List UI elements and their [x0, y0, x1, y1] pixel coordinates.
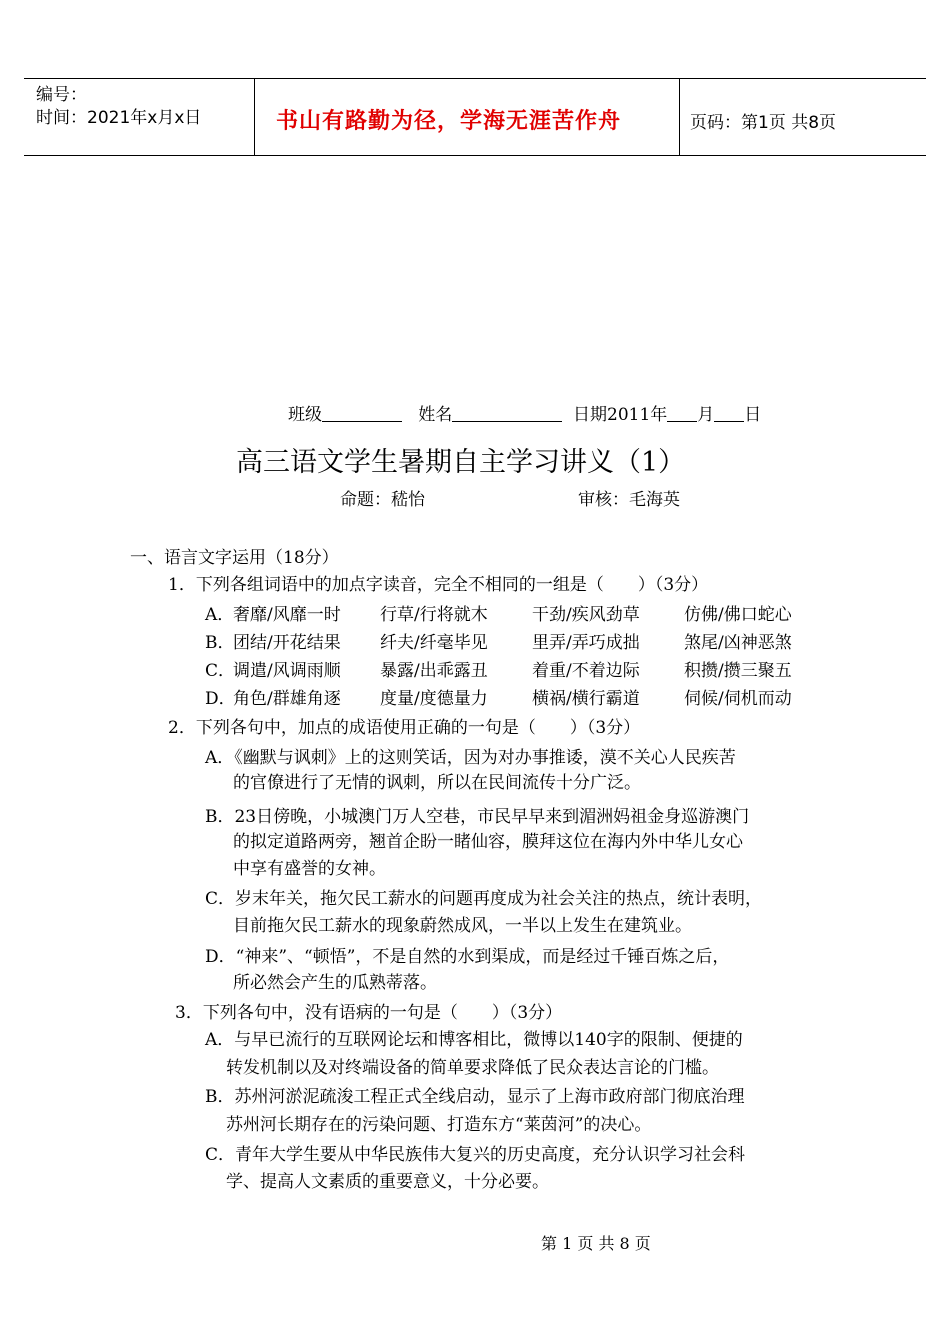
q3-option-b-line2: 苏州河长期存在的污染问题、打造东方“莱茵河”的决心。 — [226, 1115, 652, 1135]
q1-c-item-4: 积攒/攒三聚五 — [684, 661, 792, 681]
q1-d-item-3: 横祸/横行霸道 — [532, 689, 640, 709]
day-label: 日 — [744, 405, 762, 425]
q1-option-d — [205, 687, 792, 711]
q1-c-item-3: 着重/不着边际 — [532, 661, 640, 681]
q1-b-item-3: 里弄/弄巧成拙 — [532, 633, 640, 653]
q1-option-b — [205, 631, 792, 655]
q2-option-d-line2: 所必然会产生的瓜熟蒂落。 — [233, 973, 437, 993]
header-top-rule — [24, 78, 926, 79]
header-divider-left — [254, 78, 255, 156]
q2-option-b-line3: 中享有盛誉的女神。 — [233, 859, 386, 879]
q3-option-a-line2: 转发机制以及对终端设备的简单要求降低了民众表达言论的门槛。 — [226, 1058, 719, 1078]
q1-d-label: D． — [205, 689, 236, 709]
q2-option-c-line2: 目前拖欠民工薪水的现象蔚然成风，一半以上发生在建筑业。 — [233, 916, 692, 936]
reviewer-label: 审核：毛海英 — [578, 490, 680, 510]
month-blank[interactable] — [667, 403, 697, 422]
header-bottom-rule — [24, 155, 926, 156]
q1-a-item-2: 行草/行将就木 — [380, 605, 488, 625]
q1-a-label: A． — [205, 605, 235, 625]
page-label: 页码：第1页 共8页 — [690, 113, 837, 133]
q3-stem: 3．下列各句中，没有语病的一句是（ ）（3分） — [175, 1003, 563, 1023]
q1-a-item-3: 干劲/疾风劲草 — [532, 605, 640, 625]
time-label: 时间：2021年x月x日 — [36, 108, 202, 128]
name-label: 姓名 — [418, 405, 453, 425]
q1-b-item-4: 煞尾/凶神恶煞 — [684, 633, 792, 653]
q1-a-item-4: 仿佛/佛口蛇心 — [684, 605, 792, 625]
q2-option-c-line1: C．岁末年关，拖欠民工薪水的问题再度成为社会关注的热点，统计表明， — [205, 889, 763, 909]
document-title: 高三语文学生暑期自主学习讲义（1） — [236, 447, 686, 478]
q1-c-label: C． — [205, 661, 236, 681]
q1-stem: 1．下列各组词语中的加点字读音，完全不相同的一组是（ ）（3分） — [168, 575, 709, 595]
student-info-line — [288, 403, 761, 427]
q3-option-b-line1: B．苏州河淤泥疏浚工程正式全线启动，显示了上海市政府部门彻底治理 — [205, 1087, 745, 1107]
q1-d-item-2: 度量/度德量力 — [380, 689, 488, 709]
q2-option-a-line2: 的官僚进行了无情的讽刺，所以在民间流传十分广泛。 — [233, 773, 641, 793]
header-divider-right — [679, 78, 680, 156]
q2-option-a-line1: A．《幽默与讽刺》上的这则笑话，因为对办事推诿，漠不关心人民疾苦 — [205, 748, 736, 768]
day-blank[interactable] — [714, 403, 744, 422]
q2-stem: 2．下列各句中，加点的成语使用正确的一句是（ ）（3分） — [168, 718, 641, 738]
page-footer: 第 1 页 共 8 页 — [541, 1234, 651, 1253]
q1-d-item-4: 伺候/伺机而动 — [684, 689, 792, 709]
q1-a-item-1: 奢靡/风靡一时 — [233, 605, 341, 625]
name-blank[interactable] — [452, 403, 562, 422]
q1-option-c — [205, 659, 792, 683]
date-label: 日期2011年 — [573, 405, 668, 425]
serial-label: 编号： — [36, 85, 87, 105]
q1-b-label: B． — [205, 633, 235, 653]
motto: 书山有路勤为径，学海无涯苦作舟 — [276, 109, 622, 134]
q1-b-item-2: 纤夫/纤毫毕见 — [380, 633, 488, 653]
q3-option-a-line1: A．与早已流行的互联网论坛和博客相比，微博以140字的限制、便捷的 — [205, 1030, 743, 1050]
month-label: 月 — [697, 405, 715, 425]
q1-b-item-1: 团结/开花结果 — [233, 633, 341, 653]
q3-option-c-line2: 学、提高人文素质的重要意义，十分必要。 — [226, 1172, 549, 1192]
q2-option-d-line1: D．“神来”、“顿悟”，不是自然的水到渠成，而是经过千锤百炼之后， — [205, 947, 730, 967]
q1-c-item-1: 调遣/风调雨顺 — [233, 661, 341, 681]
q2-option-b-line1: B．23日傍晚，小城澳门万人空巷，市民早早来到湄洲妈祖金身巡游澳门 — [205, 807, 750, 827]
q1-option-a — [205, 603, 792, 627]
q3-option-c-line1: C．青年大学生要从中华民族伟大复兴的历史高度，充分认识学习社会科 — [205, 1145, 746, 1165]
setter-label: 命题：嵇怡 — [340, 490, 425, 510]
class-blank[interactable] — [322, 403, 402, 422]
section-heading: 一、语言文字运用（18分） — [130, 548, 339, 568]
q1-d-item-1: 角色/群雄角逐 — [233, 689, 341, 709]
q1-c-item-2: 暴露/出乖露丑 — [380, 661, 488, 681]
class-label: 班级 — [288, 405, 322, 425]
q2-option-b-line2: 的拟定道路两旁，翘首企盼一睹仙容，膜拜这位在海内外中华儿女心 — [233, 832, 743, 852]
